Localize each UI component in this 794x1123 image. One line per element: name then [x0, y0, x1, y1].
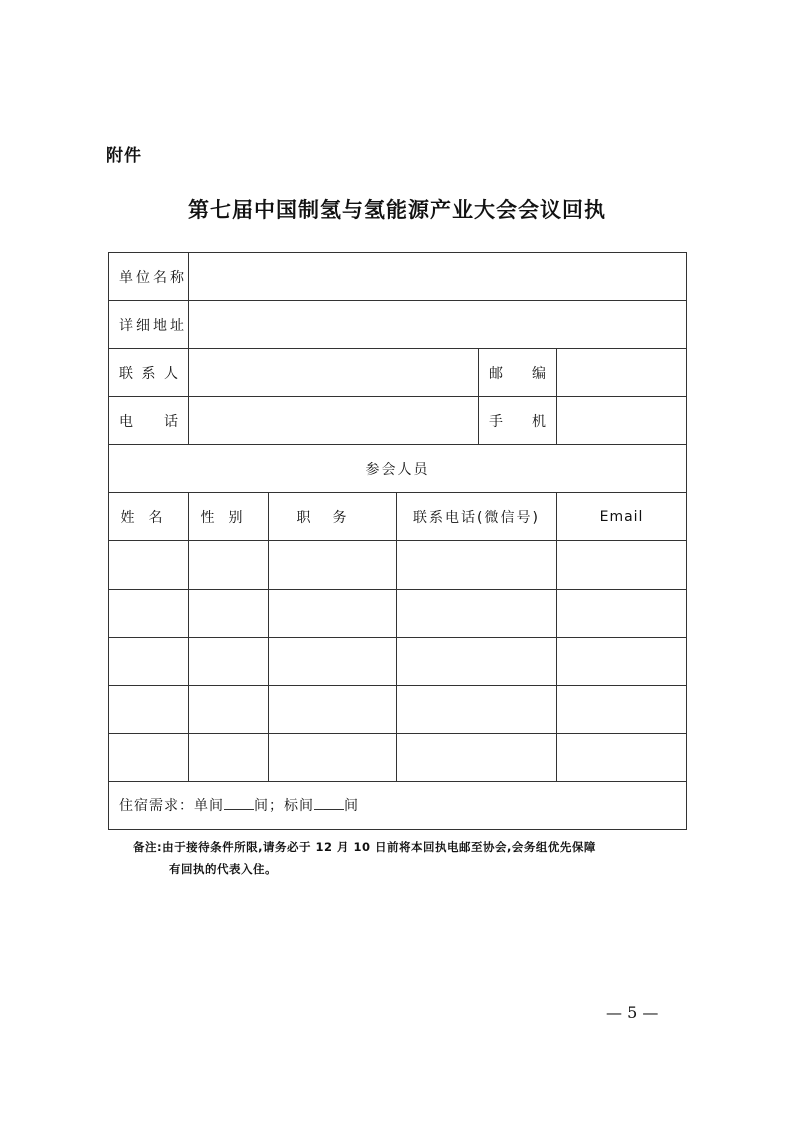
row-lodging — [109, 781, 687, 829]
attendees-header: 参会人员 — [109, 445, 687, 493]
row-contact — [109, 349, 687, 397]
attendee-name-cell[interactable] — [109, 589, 189, 637]
attendee-name-cell[interactable] — [109, 733, 189, 781]
footnote — [133, 836, 596, 880]
row-attendees-header — [109, 445, 687, 493]
attendee-position-cell[interactable] — [269, 733, 397, 781]
phone-label: 电 话 — [109, 397, 189, 445]
postcode-label: 邮 编 — [479, 349, 557, 397]
attendee-name-cell[interactable] — [109, 541, 189, 589]
address-field[interactable] — [189, 301, 687, 349]
attendee-email-cell[interactable] — [557, 685, 687, 733]
mobile-label: 手 机 — [479, 397, 557, 445]
attendee-email-cell[interactable] — [557, 733, 687, 781]
attendee-gender-cell[interactable] — [189, 733, 269, 781]
attendee-row — [109, 637, 687, 685]
attendee-name-cell[interactable] — [109, 685, 189, 733]
registration-form — [108, 252, 687, 830]
row-address — [109, 301, 687, 349]
attendee-position-cell[interactable] — [269, 589, 397, 637]
mobile-field[interactable] — [557, 397, 687, 445]
attendee-phone-cell[interactable] — [397, 637, 557, 685]
attendee-phone-cell[interactable] — [397, 685, 557, 733]
footnote-line-1: 备注:由于接待条件所限,请务必于 12 月 10 日前将本回执电邮至协会,会务组优先保障 — [133, 840, 596, 854]
attendee-gender-cell[interactable] — [189, 589, 269, 637]
attendee-phone-cell[interactable] — [397, 589, 557, 637]
attendee-gender-cell[interactable] — [189, 685, 269, 733]
lodging-room1-unit: 间；标间 — [254, 798, 314, 815]
attendee-row — [109, 733, 687, 781]
attendee-phone-cell[interactable] — [397, 733, 557, 781]
attendee-position-cell[interactable] — [269, 685, 397, 733]
attendee-email-cell[interactable] — [557, 637, 687, 685]
attendee-gender-cell[interactable] — [189, 541, 269, 589]
col-name: 姓名 — [109, 493, 189, 541]
attendee-gender-cell[interactable] — [189, 637, 269, 685]
col-email: Email — [557, 493, 687, 541]
phone-field[interactable] — [189, 397, 479, 445]
attendee-row — [109, 541, 687, 589]
attendee-email-cell[interactable] — [557, 541, 687, 589]
unit-name-field[interactable] — [189, 253, 687, 301]
attendee-phone-cell[interactable] — [397, 541, 557, 589]
contact-label: 联 系 人 — [109, 349, 189, 397]
address-label: 详细地址 — [109, 301, 189, 349]
contact-field[interactable] — [189, 349, 479, 397]
col-gender: 性别 — [189, 493, 269, 541]
row-column-headers — [109, 493, 687, 541]
unit-name-label: 单位名称 — [109, 253, 189, 301]
postcode-field[interactable] — [557, 349, 687, 397]
lodging-request — [109, 781, 687, 829]
lodging-room2-unit: 间 — [344, 798, 359, 815]
page-number: — 5 — — [606, 1003, 659, 1022]
row-phone — [109, 397, 687, 445]
col-position: 职务 — [269, 493, 397, 541]
attendee-position-cell[interactable] — [269, 541, 397, 589]
attendee-name-cell[interactable] — [109, 637, 189, 685]
single-room-blank[interactable] — [224, 795, 254, 810]
page-title: 第七届中国制氢与氢能源产业大会会议回执 — [188, 197, 606, 222]
attendee-position-cell[interactable] — [269, 637, 397, 685]
footnote-line-2: 有回执的代表入住。 — [169, 862, 277, 876]
attendee-email-cell[interactable] — [557, 589, 687, 637]
row-unit-name — [109, 253, 687, 301]
attendee-row — [109, 589, 687, 637]
attendee-row — [109, 685, 687, 733]
attachment-label: 附件 — [106, 146, 142, 166]
lodging-prefix: 住宿需求：单间 — [119, 798, 224, 815]
standard-room-blank[interactable] — [314, 795, 344, 810]
col-phone-wechat: 联系电话(微信号) — [397, 493, 557, 541]
